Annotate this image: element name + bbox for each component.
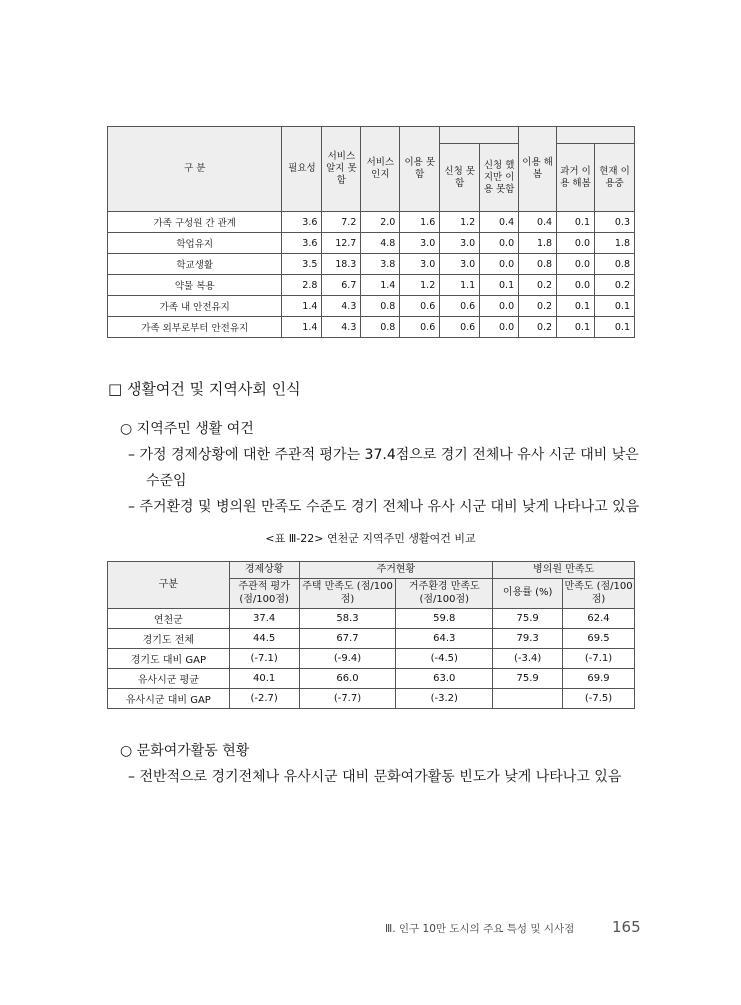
bullet-housing: – 주거환경 및 병의원 만족도 수준도 경기 전체나 유사 시군 대비 낮게 나타나고 있음 bbox=[128, 499, 640, 515]
page-number: 165 bbox=[612, 918, 641, 936]
table-row bbox=[108, 317, 635, 338]
table-cell: 1.4 bbox=[282, 296, 322, 317]
table-row bbox=[108, 254, 635, 275]
table-cell: 2.0 bbox=[361, 212, 400, 233]
t1-header-unaware: 서비스 알지 못함 bbox=[322, 127, 361, 212]
table-row bbox=[108, 689, 635, 709]
t1-header-group-blank bbox=[440, 127, 519, 144]
table-cell: 1.2 bbox=[440, 212, 480, 233]
t1-header-current-use: 현재 이용중 bbox=[594, 144, 634, 212]
table-cell: 1.2 bbox=[400, 275, 440, 296]
table-cell: 0.4 bbox=[519, 212, 557, 233]
table-cell bbox=[493, 689, 563, 709]
table-cell: 75.9 bbox=[493, 609, 563, 629]
t1-header-group-blank-2 bbox=[557, 127, 635, 144]
section-heading: □ 생활여건 및 지역사회 인식 bbox=[108, 380, 301, 398]
t1-header-past-use: 과거 이용 해봄 bbox=[557, 144, 595, 212]
t2-header-subjective: 주관적 평가 (점/100점) bbox=[229, 579, 299, 609]
table-cell: 3.0 bbox=[440, 254, 480, 275]
table-cell: 67.7 bbox=[299, 629, 396, 649]
table-cell: 0.6 bbox=[440, 317, 480, 338]
row-label: 경기도 전체 bbox=[108, 629, 230, 649]
table-caption: <표 Ⅲ-22> 연천군 지역주민 생활여건 비교 bbox=[265, 532, 476, 545]
t2-header-economy: 경제상황 bbox=[229, 562, 299, 579]
table-cell: 0.1 bbox=[480, 275, 519, 296]
table-cell: 63.0 bbox=[396, 669, 493, 689]
table-cell: 79.3 bbox=[493, 629, 563, 649]
table-cell: 3.6 bbox=[282, 233, 322, 254]
table-cell: 4.3 bbox=[322, 296, 361, 317]
table-cell: 0.6 bbox=[400, 317, 440, 338]
row-label: 가족 구성원 간 관계 bbox=[108, 212, 282, 233]
t2-header-housing: 주거현황 bbox=[299, 562, 493, 579]
table-cell: 66.0 bbox=[299, 669, 396, 689]
table-cell: 0.3 bbox=[594, 212, 634, 233]
table-cell: 0.1 bbox=[557, 296, 595, 317]
table-cell: 6.7 bbox=[322, 275, 361, 296]
living-conditions-table bbox=[107, 561, 635, 709]
footer-chapter: Ⅲ. 인구 10만 도시의 주요 특성 및 시사점 bbox=[385, 923, 575, 935]
table-cell: 7.2 bbox=[322, 212, 361, 233]
needs-table bbox=[107, 126, 635, 338]
t2-header-usage-rate: 이용률 (%) bbox=[493, 579, 563, 609]
row-label: 학교생활 bbox=[108, 254, 282, 275]
table-cell: 0.6 bbox=[440, 296, 480, 317]
table-cell: 0.0 bbox=[480, 233, 519, 254]
bullet-economic-line1: – 가정 경제상황에 대한 주관적 평가는 37.4점으로 경기 전체나 유사 시군 대비 낮은 bbox=[128, 447, 639, 463]
table-cell: 64.3 bbox=[396, 629, 493, 649]
table-cell: 3.6 bbox=[282, 212, 322, 233]
table-cell: 40.1 bbox=[229, 669, 299, 689]
table-row bbox=[108, 296, 635, 317]
table-row bbox=[108, 669, 635, 689]
table-cell: (-3.4) bbox=[493, 649, 563, 669]
row-label: 연천군 bbox=[108, 609, 230, 629]
table-cell: 0.2 bbox=[519, 317, 557, 338]
table-row bbox=[108, 629, 635, 649]
table-cell: 0.2 bbox=[594, 275, 634, 296]
table-cell: 0.0 bbox=[480, 296, 519, 317]
t2-header-hospital-sat: 만족도 (점/100점) bbox=[563, 579, 635, 609]
table-cell: (-7.1) bbox=[563, 649, 635, 669]
row-label: 가족 내 안전유지 bbox=[108, 296, 282, 317]
table-cell: 69.5 bbox=[563, 629, 635, 649]
table-cell: 75.9 bbox=[493, 669, 563, 689]
table-cell: 0.1 bbox=[594, 296, 634, 317]
t2-header-house-sat: 주택 만족도 (점/100점) bbox=[299, 579, 396, 609]
table-cell: 2.8 bbox=[282, 275, 322, 296]
table-cell: 59.8 bbox=[396, 609, 493, 629]
table-cell: 58.3 bbox=[299, 609, 396, 629]
table-cell: 69.9 bbox=[563, 669, 635, 689]
table-cell: 0.0 bbox=[557, 275, 595, 296]
table-cell: 12.7 bbox=[322, 233, 361, 254]
table-cell: 1.1 bbox=[440, 275, 480, 296]
table-cell: 1.8 bbox=[519, 233, 557, 254]
table-cell: 0.8 bbox=[594, 254, 634, 275]
t2-header-category: 구분 bbox=[108, 562, 230, 609]
table-cell: 0.8 bbox=[519, 254, 557, 275]
table-cell: 3.5 bbox=[282, 254, 322, 275]
table-cell: 3.0 bbox=[440, 233, 480, 254]
table-cell: 1.6 bbox=[400, 212, 440, 233]
table-cell: 18.3 bbox=[322, 254, 361, 275]
t1-header-need: 필요성 bbox=[282, 127, 322, 212]
row-label: 유사시군 평균 bbox=[108, 669, 230, 689]
table-cell: 0.8 bbox=[361, 296, 400, 317]
table-cell: 3.0 bbox=[400, 254, 440, 275]
table-cell: 3.8 bbox=[361, 254, 400, 275]
table-row bbox=[108, 649, 635, 669]
table-cell: 0.4 bbox=[480, 212, 519, 233]
table-cell: 4.3 bbox=[322, 317, 361, 338]
t2-header-hospital: 병의원 만족도 bbox=[493, 562, 635, 579]
t2-header-env-sat: 거주환경 만족도 (점/100점) bbox=[396, 579, 493, 609]
table-cell: (-7.1) bbox=[229, 649, 299, 669]
t1-header-applied-not-used: 신청 했지만 이용 못함 bbox=[480, 144, 519, 212]
table-cell: 0.2 bbox=[519, 296, 557, 317]
bullet-economic-line2: 수준임 bbox=[146, 473, 187, 489]
table-cell: (-3.2) bbox=[396, 689, 493, 709]
table-cell: 37.4 bbox=[229, 609, 299, 629]
table-cell: 0.0 bbox=[557, 254, 595, 275]
table-cell: 1.4 bbox=[282, 317, 322, 338]
table-row bbox=[108, 609, 635, 629]
table-cell: 4.8 bbox=[361, 233, 400, 254]
table-cell: (-9.4) bbox=[299, 649, 396, 669]
table-cell: (-4.5) bbox=[396, 649, 493, 669]
subsection-culture: ○ 문화여가활동 현황 bbox=[120, 743, 250, 759]
row-label: 가족 외부로부터 안전유지 bbox=[108, 317, 282, 338]
table-row bbox=[108, 233, 635, 254]
table-cell: 0.0 bbox=[480, 317, 519, 338]
bullet-culture: – 전반적으로 경기전체나 유사시군 대비 문화여가활동 빈도가 낮게 나타나고 있음 bbox=[128, 769, 622, 785]
table-cell: 0.8 bbox=[361, 317, 400, 338]
t1-header-not-applied: 신청 못함 bbox=[440, 144, 480, 212]
table-row bbox=[108, 212, 635, 233]
subsection-living-conditions: ○ 지역주민 생활 여건 bbox=[120, 421, 254, 437]
row-label: 약물 복용 bbox=[108, 275, 282, 296]
table-cell: 3.0 bbox=[400, 233, 440, 254]
table-cell: 62.4 bbox=[563, 609, 635, 629]
table-cell: 0.1 bbox=[594, 317, 634, 338]
row-label: 경기도 대비 GAP bbox=[108, 649, 230, 669]
table-cell: 0.2 bbox=[519, 275, 557, 296]
t1-header-aware: 서비스 인지 bbox=[361, 127, 400, 212]
table-cell: 0.0 bbox=[480, 254, 519, 275]
t1-header-category: 구 분 bbox=[108, 127, 282, 212]
table-row bbox=[108, 275, 635, 296]
table-cell: (-7.7) bbox=[299, 689, 396, 709]
table-cell: 0.1 bbox=[557, 212, 595, 233]
table-cell: 0.6 bbox=[400, 296, 440, 317]
t1-header-cannot-use: 이용 못함 bbox=[400, 127, 440, 212]
table-cell: 1.8 bbox=[594, 233, 634, 254]
table-cell: 44.5 bbox=[229, 629, 299, 649]
row-label: 유사시군 대비 GAP bbox=[108, 689, 230, 709]
table-cell: 0.0 bbox=[557, 233, 595, 254]
table-cell: (-2.7) bbox=[229, 689, 299, 709]
table-cell: 0.1 bbox=[557, 317, 595, 338]
t1-header-used: 이용 해봄 bbox=[519, 127, 557, 212]
table-cell: (-7.5) bbox=[563, 689, 635, 709]
row-label: 학업유지 bbox=[108, 233, 282, 254]
table-cell: 1.4 bbox=[361, 275, 400, 296]
